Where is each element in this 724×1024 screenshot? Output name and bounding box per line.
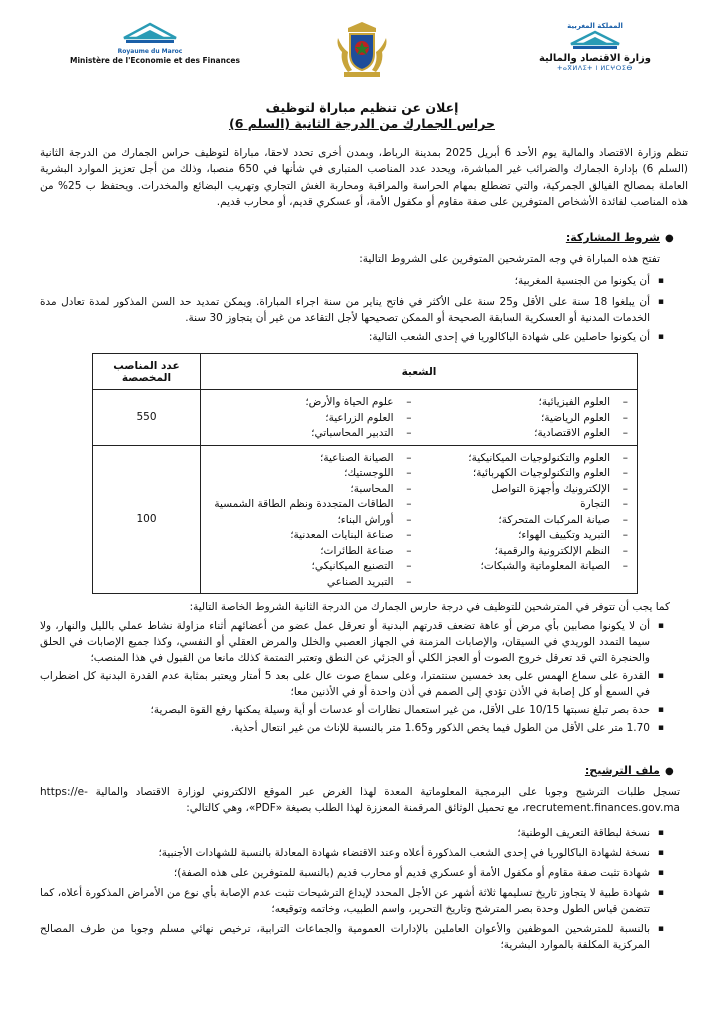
page-title: إعلان عن تنظيم مباراة لتوظيف [265,100,459,115]
branches-table [92,353,638,594]
branch-item: – العلوم والتكنولوجيات الميكانيكية؛ [430,451,628,467]
application-heading: ملف الترشيح: [584,764,660,777]
special-lead: كما يجب أن تتوفر في المترشحين للتوظيف في درجة حارس الجمارك من الدرجة الثانية الشروط الخاصة التالية: [189,601,670,613]
table-header-count: عدد المناصب المخصصة [93,354,201,390]
branch-item: – اللوجستيك؛ [210,466,412,482]
branch-item: – الإلكترونيك وأجهزة التواصل [430,482,628,498]
table-cell-left [200,390,420,446]
branch-item: – صناعة البنايات المعدنية؛ [210,528,412,544]
logo-kingdom-ar: المملكة المغربية [567,22,623,30]
branch-item: – أوراش البناء؛ [210,513,412,529]
branch-item: – النظم الإلكترونية والرقمية؛ [430,544,628,560]
branch-item: – التصنيع الميكانيكي؛ [210,559,412,575]
ministry-logo-ar [520,22,670,72]
table-row [93,390,638,446]
branch-item: – العلوم الزراعية؛ [210,411,412,427]
coat-of-arms-icon [330,18,394,82]
branch-item: – صناعة الطائرات؛ [210,544,412,560]
logo-ministry-ar: وزارة الاقتصاد والمالية [538,53,652,64]
list-item: ▪ أن يكونوا من الجنسية المغربية؛ [40,273,664,289]
page-subtitle: حراس الجمارك من الدرجة الثانية (السلم 6) [228,116,495,131]
intro-paragraph: تنظم وزارة الاقتصاد والمالية يوم الأحد 6 أبريل 2025 بمدينة الرباط، وبمدن أخرى تحدد لاحقا، مباراة لتوظيف حراس الجمارك من الدرجة الثانية (السلم 6) بإدارة الجمارك والضرائب غير المباشرة، ويحدد عدد المناصب المتبارى في شأنها في 650 منصبا، وذلك من أجل تعزيز الموارد البشرية العاملة بمصالح الفيالق الجمركية، والتي تضطلع بمهام الحراسة والمراقبة ومحاربة الغش التجاري وتهريب البضائع والمخدرات. ويحتفظ ب 25% من هذه المناصب لفائدة الأشخاص المتوفرين على صفة مقاوم أو مكفول الأمة، أو عسكري قديم، أو محارب قديم. [40,147,689,208]
section-bullet-icon: ● [665,233,674,244]
list-item: ▪ شهادة طبية لا يتجاوز تاريخ تسليمها ثلاثة أشهر عن الأجل المحدد لإيداع الترشيحات تثبت عدم الإصابة بأي نوع من الأمراض المذكورة أعلاه، كما تتضمن قياس الطول وحدة بصر المترشح وتاريخ التحرير، واسم الطبيب، وخاتمه وتوقيعه؛ [40,885,664,917]
list-item: ▪ شهادة تثبت صفة مقاوم أو مكفول الأمة أو عسكري قديم أو محارب قديم (بالنسبة للمتوفرين على هذه الصفة)؛ [40,865,664,881]
table-count: 550 [93,390,201,446]
branch-item: – التجارة [430,497,628,513]
branch-item: – التبريد الصناعي [210,575,412,591]
table-header-branch: الشعبة [200,354,637,390]
application-lead: تسجل طلبات الترشيح وجوبا على البرمجية المعلوماتية المعدة لهذا الغرض عبر الموقع الالكتروني لوزارة الاقتصاد والمالية https://e-recrutement.finances.gov.ma، مع تحميل الوثائق المرقمنة المعززة لهذا الطلب بصيغة «PDF»، وهي كالتالي: [40,786,680,814]
table-cell-right [421,390,638,446]
ministry-logo-fr [70,22,240,65]
branch-item: – علوم الحياة والأرض؛ [210,395,412,411]
branch-item: – الطاقات المتجددة ونظم الطاقة الشمسية [210,497,412,513]
list-item: ▪ حدة بصر تبلغ نسبتها 10/15 على الأقل، من غير استعمال نظارات أو عدسات أو أية وسيلة يمكنها رفع القوة البصرية؛ [40,702,664,718]
branch-item: – صيانة المركبات المتحركة؛ [430,513,628,529]
list-item: ▪ أن يبلغوا 18 سنة على الأقل و25 سنة على الأكثر في فاتح يناير من سنة اجراء المباراة. ويمكن تمديد حد السن المذكور لمدة تعادل مدة الخدمات المدنية أو العسكرية السابقة الصحيحة أو الممكن تصحيحها لأجل التقاعد من غير أن يتجاوز 30 سنة. [40,294,664,326]
table-row [93,445,638,594]
branch-item: – العلوم الاقتصادية؛ [430,426,628,442]
branch-item: – الصيانة المعلوماتية والشبكات؛ [430,559,628,575]
table-cell-right [421,445,638,594]
list-item: ▪ نسخة لشهادة الباكالوريا في إحدى الشعب المذكورة أعلاه وعند الاقتضاء شهادة المعادلة بالنسبة للشهادات الأجنبية؛ [40,845,664,861]
logo-kingdom-label: Royaume du Maroc [117,48,183,55]
list-item: ▪ أن يكونوا حاصلين على شهادة الباكالوريا في إحدى الشعب التالية: [40,329,664,345]
branch-item: – التدبير المحاسباتي؛ [210,426,412,442]
logo-ministry-label: Ministère de l'Economie et des Finances [70,56,240,65]
application-list [40,825,664,953]
conditions-list [40,273,664,345]
branch-item: – المحاسبة؛ [210,482,412,498]
branch-item: – التبريد وتكييف الهواء؛ [430,528,628,544]
special-list [40,618,664,736]
list-item: ▪ القدرة على سماع الهمس على بعد خمسين سنتمترا، وعلى سماع صوت عال على بعد 5 أمتار ويعتبر بمثابة عدم القدرة البدنية كل اضطراب في السمع أو كل إصابة في الأذن تؤدي إلى الصمم في أذن واحدة أو في الأذنين معا؛ [40,668,664,700]
table-count: 100 [93,445,201,594]
section-bullet-icon: ● [665,766,674,777]
conditions-heading: شروط المشاركة: [565,231,660,244]
branch-item: – العلوم الفيزيائية؛ [430,395,628,411]
list-item: ▪ أن لا يكونوا مصابين بأي مرض أو عاهة تضعف قدرتهم البدنية أو تعرقل عمل عضو من أعضائهم أثناء مزاولة نشاط عملي بالليل والنهار، ولا سيما التمدد الوريدي في السيقان، والإصابات المزمنة في الجهاز العصبي والخلل والمرض العقلي أو النفسي، وكذا جميع الإصابات في الحلق والحنجرة التي قد تعرقل خروج الصوت أو العجز الكلي أو الجزئي عن النطق وتعتبر التمتمة كذلك مانعا من القبول في هذا المنصب؛ [40,618,664,666]
ministry-logo-icon [120,22,180,48]
conditions-lead: تفتح هذه المباراة في وجه المترشحين المتوفرين على الشروط التالية: [359,253,660,265]
ministry-logo-ar-icon [567,30,623,52]
branch-item: – العلوم الرياضية؛ [430,411,628,427]
branch-item: – العلوم والتكنولوجيات الكهربائية؛ [430,466,628,482]
list-item: ▪ نسخة لبطاقة التعريف الوطنية؛ [40,825,664,841]
logo-ministry-tifinagh: ⵜⴰⴳⵍⴷⵉⵜ ⵏ ⵍⵎⵖⵔⵉⴱ [557,64,633,72]
list-item: ▪ بالنسبة للمترشحين الموظفين والأعوان العاملين بالإدارات العمومية والجماعات الترابية، ترخيص نهائي مسلم وجوبا من طرف المصالح المركزية المكلفة بالموارد البشرية؛ [40,921,664,953]
list-item: ▪ 1.70 متر على الأقل من الطول فيما يخص الذكور و1.65 متر بالنسبة للإناث من غير انتعال أحذية. [40,720,664,736]
branch-item: – الصيانة الصناعية؛ [210,451,412,467]
table-cell-left [200,445,420,594]
